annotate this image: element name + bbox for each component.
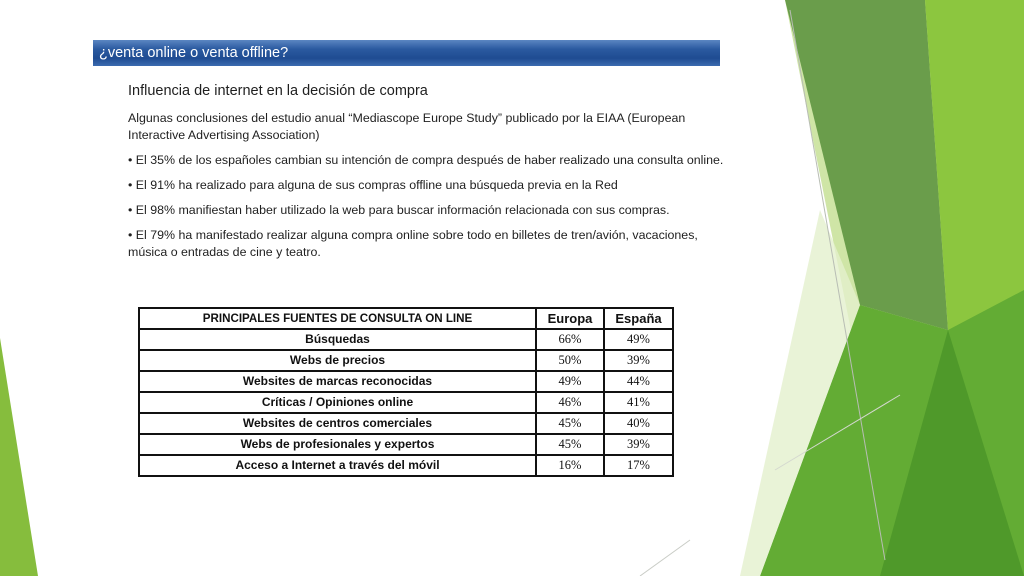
thin-cross-line [775, 395, 900, 470]
table-row [139, 455, 673, 476]
right-bright-facet [925, 0, 1024, 330]
europa-value: 46% [536, 392, 604, 413]
thin-diagonal-line [790, 10, 885, 560]
bullet-98-percent: • El 98% manifiestan haber utilizado la web para buscar información relacionada con sus compras. [128, 203, 670, 217]
slide-content [128, 82, 728, 269]
bottom-dark-facet [880, 330, 1024, 576]
europa-value: 45% [536, 413, 604, 434]
header-europa: Europa [536, 308, 604, 329]
espana-value: 39% [604, 434, 673, 455]
header-espana: España [604, 308, 673, 329]
soft-light-strip [740, 210, 860, 576]
espana-value: 40% [604, 413, 673, 434]
row-label: Websites de centros comerciales [139, 413, 536, 434]
table-row [139, 413, 673, 434]
bullet-35-percent: • El 35% de los españoles cambian su intención de compra después de haber realizado una consulta online. [128, 153, 724, 167]
table-row [139, 329, 673, 350]
table-row [139, 371, 673, 392]
europa-value: 50% [536, 350, 604, 371]
thin-bottom-line [640, 540, 690, 576]
bottom-green-facet [760, 290, 1024, 576]
intro-paragraph: Algunas conclusiones del estudio anual “Mediascope Europe Study” publicado por la EIAA (European Interactive Advertising Association) [128, 111, 686, 142]
bullet-91-percent: • El 91% ha realizado para alguna de sus compras offline una búsqueda previa en la Red [128, 178, 618, 192]
espana-value: 44% [604, 371, 673, 392]
row-label: Críticas / Opiniones online [139, 392, 536, 413]
slide-title-bar [93, 40, 720, 66]
left-corner-triangle [0, 338, 38, 576]
table-header-row [139, 308, 673, 329]
row-label: Websites de marcas reconocidas [139, 371, 536, 392]
espana-value: 39% [604, 350, 673, 371]
row-label: Webs de precios [139, 350, 536, 371]
slide-title: ¿venta online o venta offline? [99, 45, 289, 61]
header-sources: PRINCIPALES FUENTES DE CONSULTA ON LINE [139, 308, 536, 329]
europa-value: 49% [536, 371, 604, 392]
europa-value: 16% [536, 455, 604, 476]
espana-value: 49% [604, 329, 673, 350]
table-row [139, 392, 673, 413]
espana-value: 17% [604, 455, 673, 476]
row-label: Acceso a Internet a través del móvil [139, 455, 536, 476]
section-heading: Influencia de internet en la decisión de compra [128, 83, 428, 99]
right-dark-facet [785, 0, 948, 330]
europa-value: 66% [536, 329, 604, 350]
row-label: Webs de profesionales y expertos [139, 434, 536, 455]
espana-value: 41% [604, 392, 673, 413]
consult-sources-table [138, 307, 674, 477]
table-row [139, 350, 673, 371]
right-lower-facet [948, 300, 1024, 576]
row-label: Búsquedas [139, 329, 536, 350]
bullet-79-percent: • El 79% ha manifestado realizar alguna compra online sobre todo en billetes de tren/avión, vacaciones, música o entradas de cine y teatro. [128, 228, 698, 259]
europa-value: 45% [536, 434, 604, 455]
right-light-panel [785, 0, 1024, 576]
table-row [139, 434, 673, 455]
